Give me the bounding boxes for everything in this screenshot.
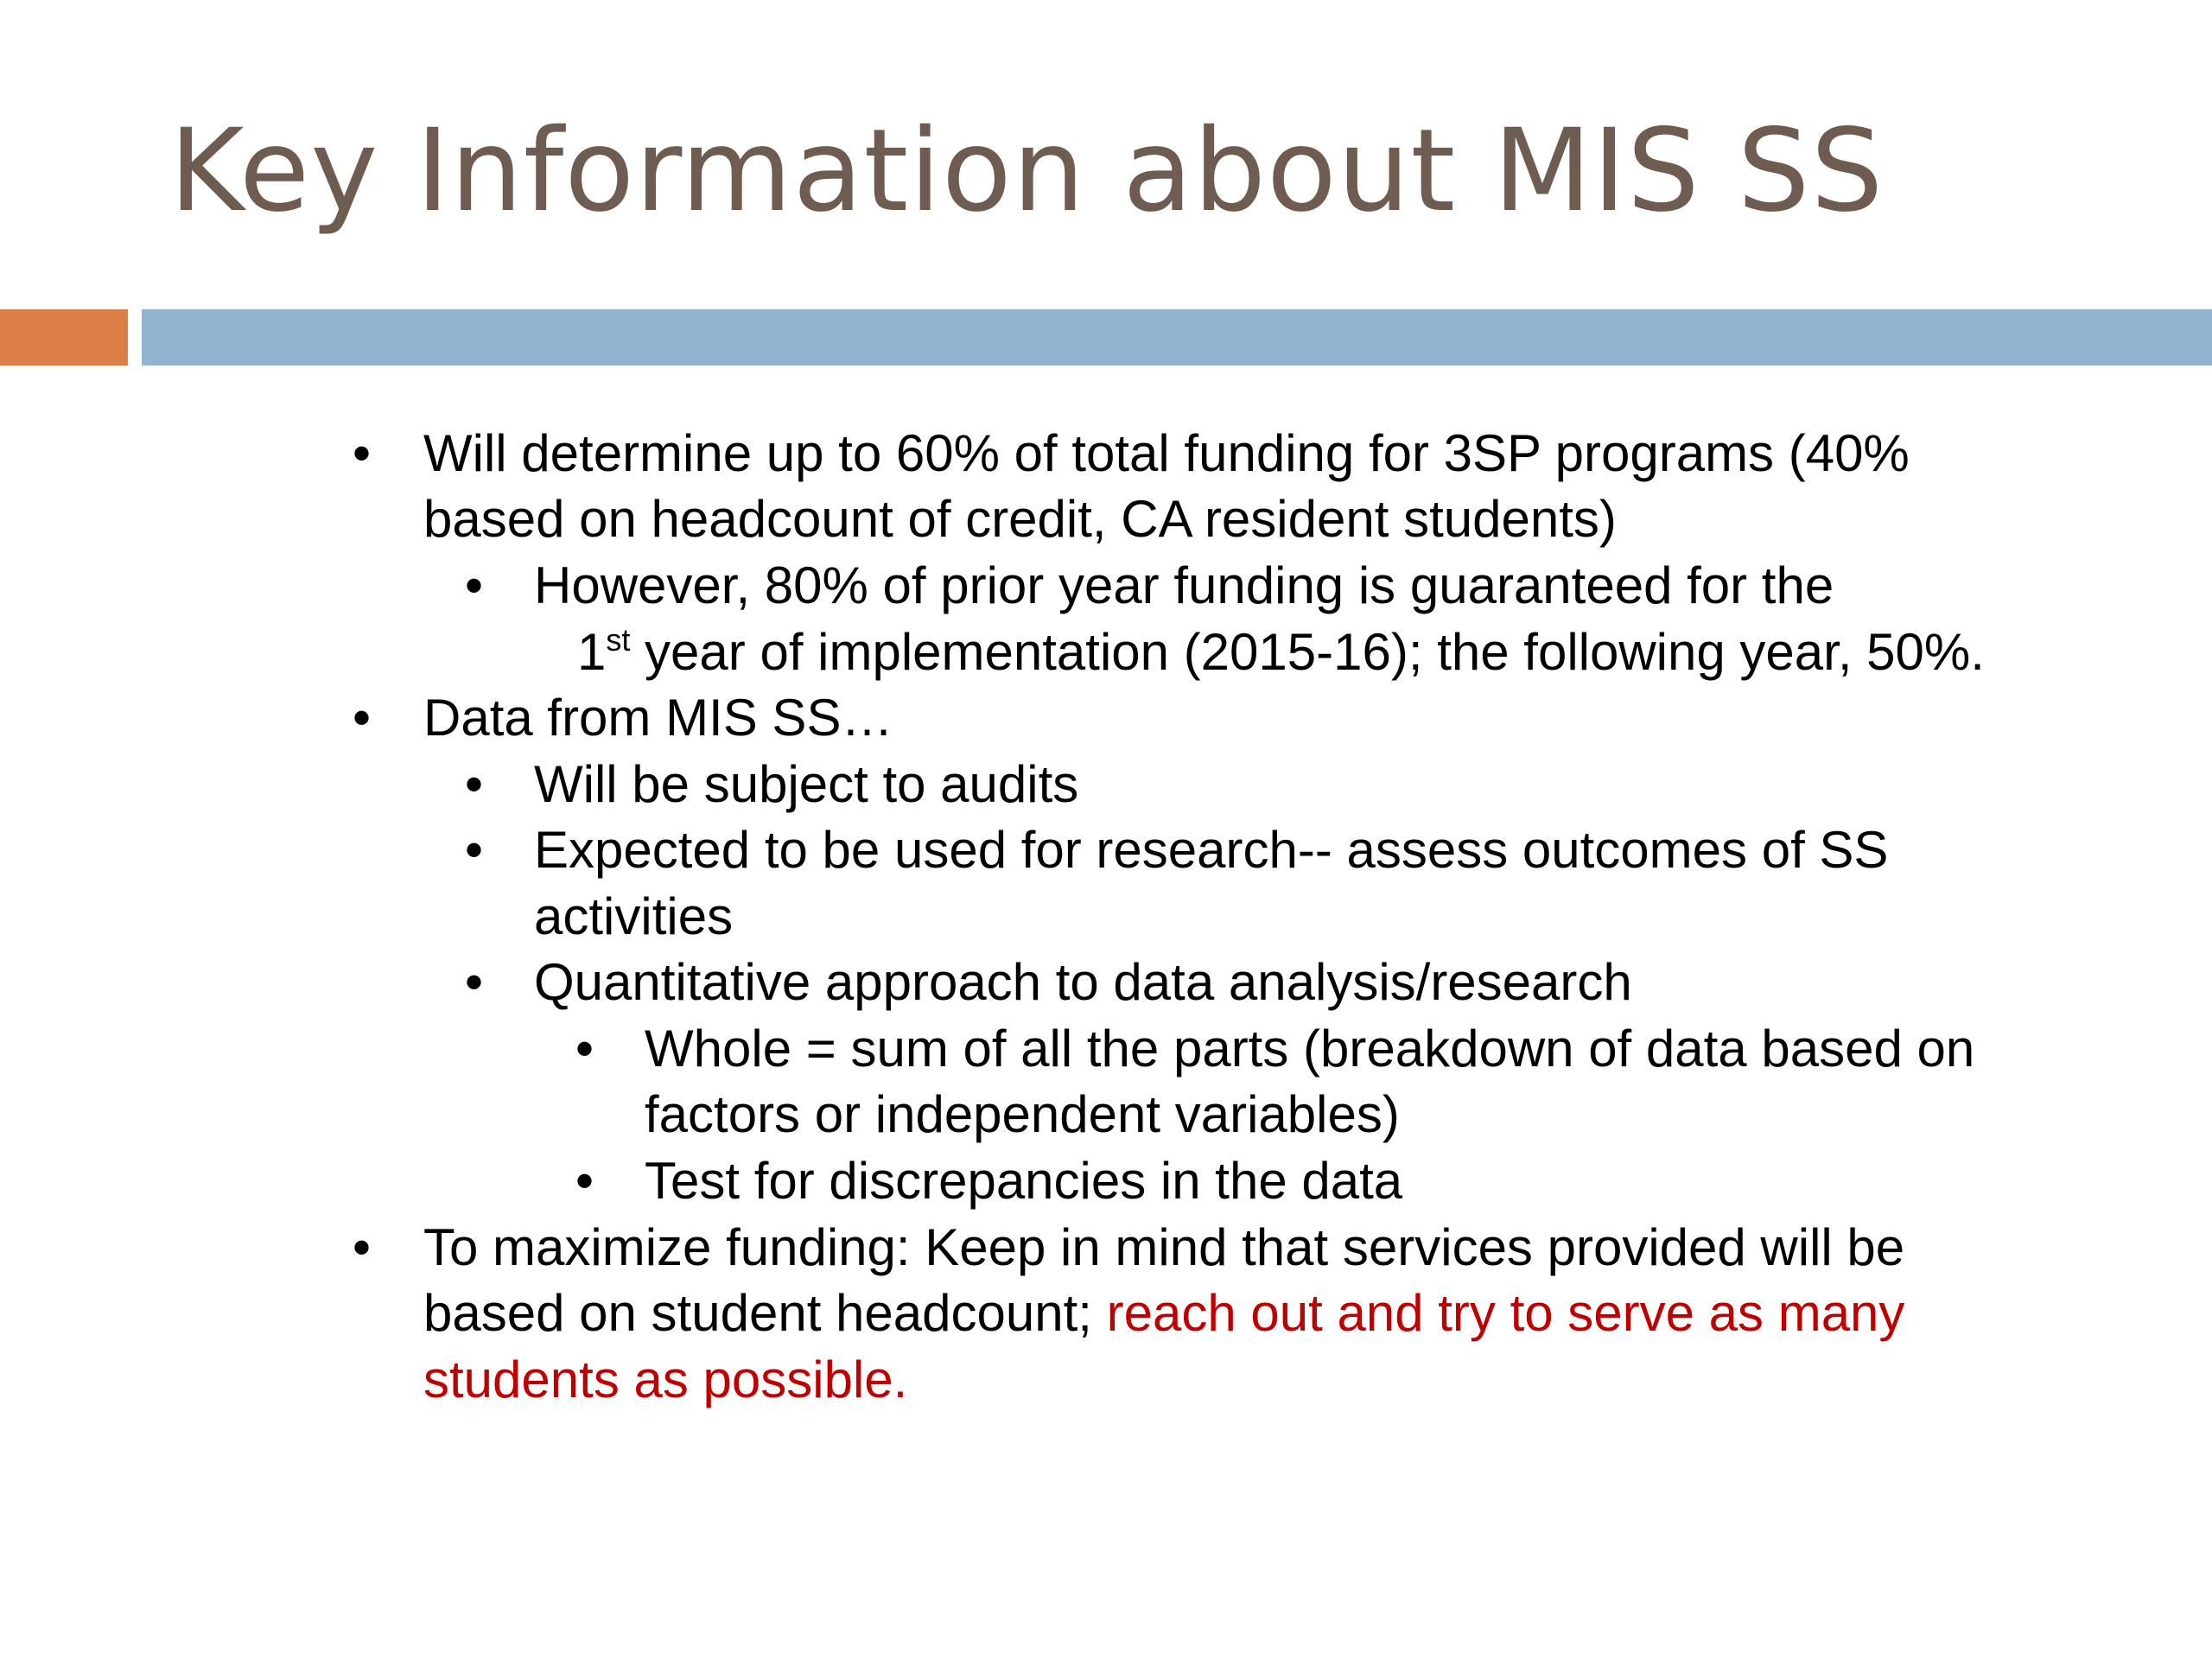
bullet-2-sub-1-line-1: Will be subject to audits (534, 755, 1079, 813)
bullet-1-line-1: Will determine up to 60% of total funding for 3SP programs (40% (423, 424, 1910, 482)
bullet-3-line-2-text: based on student headcount; (423, 1284, 1107, 1342)
bullet-icon: • (575, 1020, 594, 1077)
bullet-2-subsub-2-line-1: Test for discrepancies in the data (645, 1152, 1403, 1210)
bullet-1-sub-1-line-1: However, 80% of prior year funding is guaranteed for the (534, 556, 1834, 614)
bullet-3-line-2 (423, 1281, 1904, 1346)
bullet-2-sub-3-line-1: Quantitative approach to data analysis/research (534, 953, 1632, 1011)
bullet-2-sub-2-line-2: activities (534, 887, 734, 945)
bullet-3-line-1: To maximize funding: Keep in mind that services provided will be (423, 1218, 1905, 1276)
bullet-2-subsub-1-line-1: Whole = sum of all the parts (breakdown of data based on (645, 1020, 1975, 1077)
bullet-icon: • (575, 1152, 594, 1210)
bullet-icon: • (353, 689, 372, 747)
bullet-icon: • (465, 953, 484, 1011)
bullet-2-sub-2-line-1: Expected to be used for research-- assess outcomes of SS (534, 821, 1889, 879)
bullet-icon: • (353, 424, 372, 482)
bullet-icon: • (465, 556, 484, 614)
bullet-2-line-1: Data from MIS SS… (423, 689, 893, 747)
ordinal-suffix: st (606, 622, 631, 658)
bullet-1-line-2: based on headcount of credit, CA resident students) (423, 490, 1617, 548)
bullet-1-sub-1-line-2 (577, 620, 1985, 685)
ordinal-number: 1 (577, 623, 607, 681)
ordinal-rest: year of implementation (2015-16); the following year, 50%. (630, 623, 1985, 681)
slide-title: Key Information about MIS SS (169, 105, 1885, 238)
bullet-icon: • (465, 755, 484, 813)
bullet-3-highlight-text: reach out and try to serve as many (1106, 1284, 1905, 1342)
bullet-icon: • (465, 821, 484, 879)
bullet-3-line-3-highlight: students as possible. (423, 1351, 908, 1408)
bullet-2-subsub-1-line-2: factors or independent variables) (645, 1085, 1400, 1143)
bullet-icon: • (353, 1218, 372, 1276)
